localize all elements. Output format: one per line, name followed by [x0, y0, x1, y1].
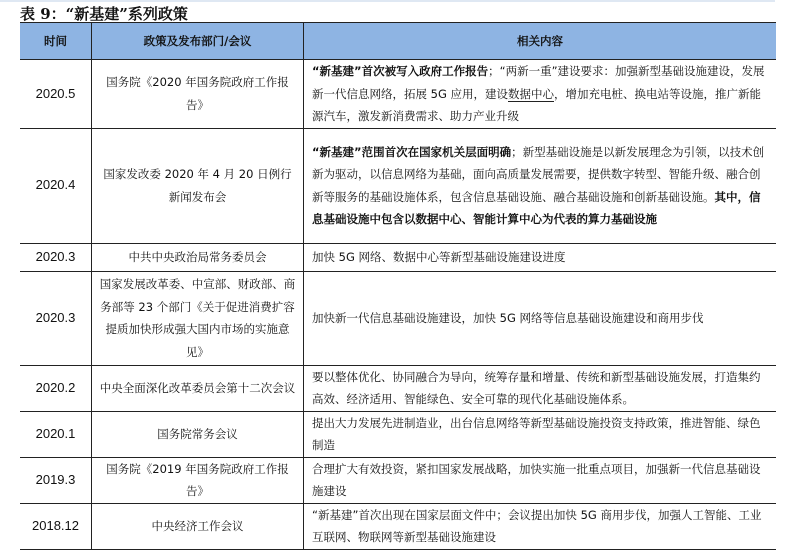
table-row	[20, 503, 776, 549]
text: ，增加充电桩、换电站等设施，推广新能源汽车，激发新消费需求、助力产业升级	[312, 86, 762, 123]
bold-text: “新基建”范围首次在国家机关层面明确	[312, 144, 512, 159]
source-cell: 中共中央政治局常务委员会	[92, 243, 304, 271]
content-cell: 合理扩大有效投资，紧扣国家发展战略，加快实施一批重点项目，加强新一代信息基础设施建设	[304, 457, 777, 503]
table-header	[20, 23, 776, 60]
date-cell: 2020.3	[20, 243, 92, 271]
content-cell: 加快新一代信息基础设施建设，加快 5G 网络等信息基础设施建设和商用步伐	[304, 271, 777, 365]
date-cell: 2020.4	[20, 128, 92, 243]
table-row	[20, 271, 776, 365]
content-cell: 加快 5G 网络、数据中心等新型基础设施建设进度	[304, 243, 777, 271]
source-cell: 中央全面深化改革委员会第十二次会议	[92, 365, 304, 411]
table-row	[20, 411, 776, 457]
bold-text: 其中，信息基础设施中包含以数据中心、智能计算中心为代表的算力基础设施	[312, 189, 761, 226]
date-cell: 2019.3	[20, 457, 92, 503]
table-row	[20, 128, 776, 243]
table-row	[20, 365, 776, 411]
header-date: 时间	[20, 23, 92, 60]
header-content: 相关内容	[304, 23, 777, 60]
content-cell	[304, 128, 777, 243]
date-cell: 2020.5	[20, 60, 92, 129]
source-cell: 中央经济工作会议	[92, 503, 304, 549]
date-cell: 2020.3	[20, 271, 92, 365]
date-cell: 2020.2	[20, 365, 92, 411]
content-cell: “新基建”首次出现在国家层面文件中；会议提出加快 5G 商用步伐，加强人工智能、工业互联网、物联网等新型基础设施建设	[304, 503, 777, 549]
date-cell: 2018.12	[20, 503, 92, 549]
source-cell: 国家发展改革委、中宣部、财政部、商务部等 23 个部门《关于促进消费扩容提质加快形成强大国内市场的实施意见》	[92, 271, 304, 365]
content-cell: 要以整体优化、协同融合为导向，统筹存量和增量、传统和新型基础设施发展，打造集约高效、经济适用、智能绿色、安全可靠的现代化基础设施体系。	[304, 365, 777, 411]
underlined-text: 数据中心	[508, 86, 555, 101]
table-title: 表 9：“新基建”系列政策	[20, 5, 188, 23]
text: ；“两新一重”建设要求：加强新型基础设施建设，发展新一代信息网络，拓展 5G 应用，建设	[312, 64, 765, 101]
content-cell: 提出大力发展先进制造业，出台信息网络等新型基础设施投资支持政策，推进智能、绿色制造	[304, 411, 777, 457]
header-source: 政策及发布部门/会议	[92, 23, 304, 60]
top-rule	[0, 0, 775, 2]
source-cell: 国务院常务会议	[92, 411, 304, 457]
table-row	[20, 60, 776, 129]
source-cell: 国务院《2020 年国务院政府工作报告》	[92, 60, 304, 129]
date-cell: 2020.1	[20, 411, 92, 457]
policy-table	[20, 22, 776, 550]
source-cell: 国家发改委 2020 年 4 月 20 日例行新闻发布会	[92, 128, 304, 243]
content-cell	[304, 60, 777, 129]
bold-text: “新基建”首次被写入政府工作报告	[312, 64, 489, 78]
table-row	[20, 243, 776, 271]
text: ；新型基础设施是以新发展理念为引领，以技术创新为驱动，以信息网络为基础，面向高质量发展需要，提供数字转型、智能升级、融合创新等服务的基础设施体系，包含信息基础设施、融合基础设施和创新基础设施。	[312, 144, 765, 204]
source-cell: 国务院《2019 年国务院政府工作报告》	[92, 457, 304, 503]
table-row	[20, 457, 776, 503]
